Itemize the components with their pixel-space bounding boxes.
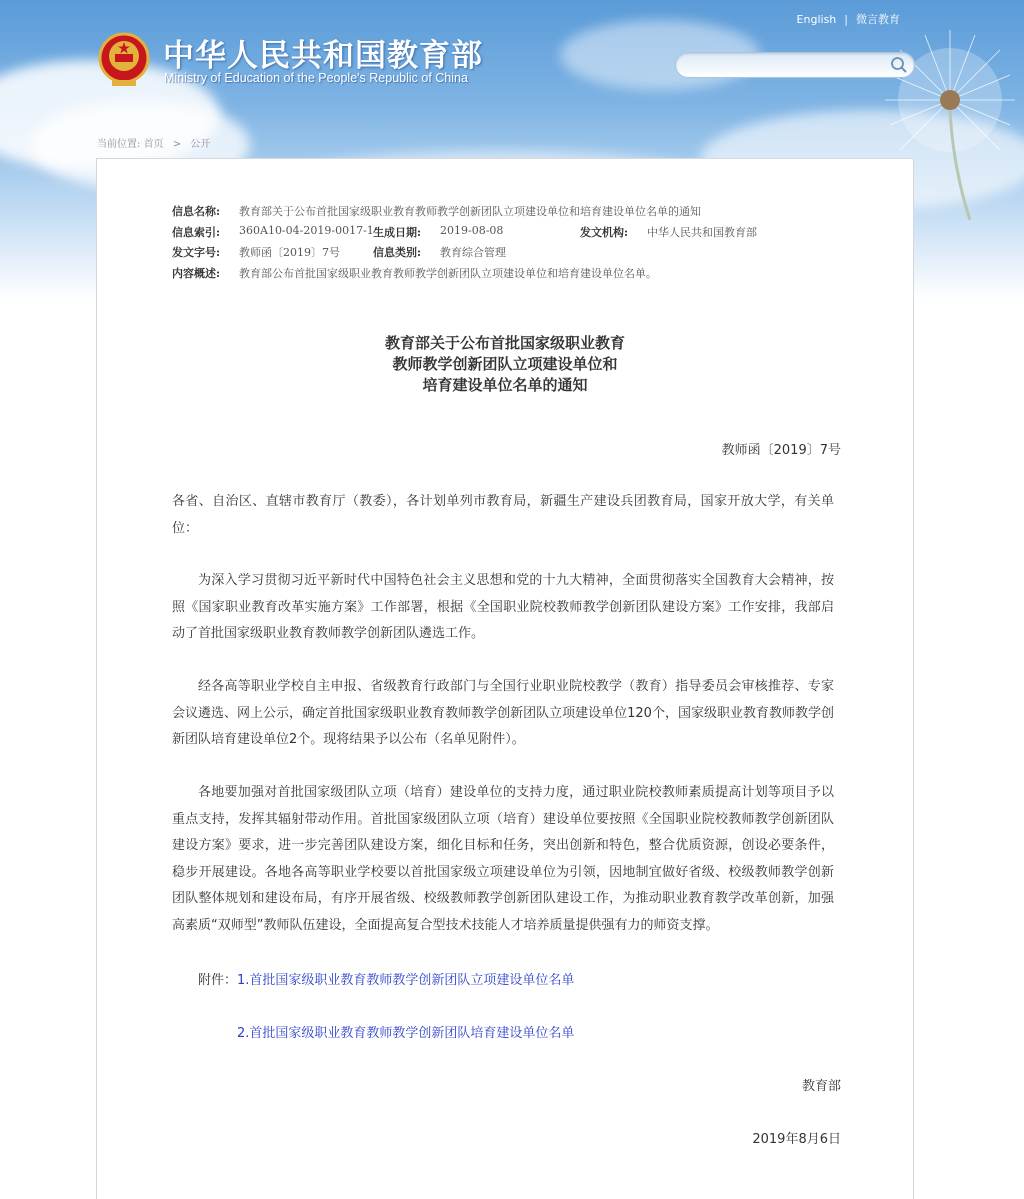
meta-summary-value: 教育部公布首批国家级职业教育教师教学创新团队立项建设单位和培育建设单位名单。 bbox=[239, 266, 657, 280]
attachment-2 bbox=[237, 1022, 574, 1041]
meta-row-docno bbox=[172, 244, 852, 265]
breadcrumb-home[interactable]: 首页 bbox=[143, 139, 164, 150]
meta-date-label: 生成日期: bbox=[373, 225, 422, 239]
document-number: 教师函〔2019〕7号 bbox=[721, 443, 841, 458]
attachment-2-link[interactable]: 首批国家级职业教育教师教学创新团队培育建设单位名单 bbox=[249, 1026, 575, 1041]
title-line: 培育建设单位名单的通知 bbox=[422, 376, 588, 394]
weiyan-link[interactable]: 微言教育 bbox=[856, 13, 900, 26]
title-line: 教育部关于公布首批国家级职业教育 bbox=[384, 334, 625, 352]
paragraph-2: 经各高等职业学校自主申报、省级教育行政部门与全国行业职业院校教学（教育）指导委员会审核推荐、专家会议遴选、网上公示，确定首批国家级职业教育教师教学创新团队立项建设单位120个，国家级职业教育教师教学创新团队培育建设单位2个。现将结果予以公布（名单见附件）。 bbox=[172, 679, 834, 747]
meta-docno-label: 发文字号: bbox=[172, 246, 221, 259]
breadcrumb-public[interactable]: 公开 bbox=[190, 139, 211, 150]
meta-row-name bbox=[172, 203, 852, 224]
meta-date-value: 2019-08-08 bbox=[440, 223, 504, 237]
meta-row-summary bbox=[172, 265, 852, 286]
title-line: 教师教学创新团队立项建设单位和 bbox=[392, 355, 618, 373]
national-emblem-icon bbox=[98, 30, 150, 88]
meta-org-label: 发文机构: bbox=[580, 225, 629, 239]
meta-docno-value: 教师函〔2019〕7号 bbox=[239, 246, 340, 259]
search-input[interactable] bbox=[686, 56, 890, 76]
meta-summary-label: 内容概述: bbox=[172, 266, 221, 280]
breadcrumb-separator: > bbox=[172, 139, 182, 150]
breadcrumb bbox=[97, 135, 210, 150]
signature-date: 2019年8月6日 bbox=[752, 1132, 841, 1147]
signature: 教育部 bbox=[801, 1079, 841, 1094]
addressee: 各省、自治区、直辖市教育厅（教委），各计划单列市教育局，新疆生产建设兵团教育局，国家开放大学，有关单位： bbox=[172, 494, 834, 536]
breadcrumb-label: 当前位置: bbox=[97, 139, 141, 150]
meta-name-value: 教育部关于公布首批国家级职业教育教师教学创新团队立项建设单位和培育建设单位名单的通知 bbox=[239, 205, 701, 218]
search-icon[interactable] bbox=[890, 56, 908, 74]
meta-category-label: 信息类别: bbox=[373, 246, 422, 259]
content-panel bbox=[96, 158, 914, 1199]
site-subtitle: Ministry of Education of the People's Republic of China bbox=[164, 71, 468, 85]
meta-index-label: 信息索引: bbox=[172, 225, 221, 239]
attachment-1-number[interactable]: 1. bbox=[237, 973, 250, 988]
attachment-1-link[interactable]: 首批国家级职业教育教师教学创新团队立项建设单位名单 bbox=[249, 973, 575, 988]
meta-org-value: 中华人民共和国教育部 bbox=[647, 225, 757, 239]
meta-category-value: 教育综合管理 bbox=[440, 246, 506, 259]
meta-name-label: 信息名称: bbox=[172, 205, 221, 218]
link-separator: | bbox=[844, 13, 848, 26]
document-title bbox=[97, 333, 913, 396]
top-links bbox=[797, 11, 900, 27]
attachment-1 bbox=[198, 969, 574, 988]
english-link[interactable]: English bbox=[796, 13, 837, 26]
info-metadata bbox=[172, 203, 852, 285]
site-title[interactable]: 中华人民共和国教育部 bbox=[163, 38, 483, 74]
meta-row-index bbox=[172, 224, 852, 245]
attachment-2-number[interactable]: 2. bbox=[237, 1026, 250, 1041]
paragraph-1: 为深入学习贯彻习近平新时代中国特色社会主义思想和党的十九大精神，全面贯彻落实全国教育大会精神，按照《国家职业教育改革实施方案》工作部署，根据《全国职业院校教师教学创新团队建设方案》工作安排，我部启动了首批国家级职业教育教师教学创新团队遴选工作。 bbox=[172, 573, 834, 641]
search-box bbox=[675, 52, 915, 78]
attachment-label: 附件： bbox=[198, 973, 238, 988]
paragraph-3: 各地要加强对首批国家级团队立项（培育）建设单位的支持力度，通过职业院校教师素质提高计划等项目予以重点支持，发挥其辐射带动作用。首批国家级团队立项（培育）建设单位要按照《全国职业院校教师教学创新团队建设方案》要求，进一步完善团队建设方案，细化目标和任务，突出创新和特色，整合优质资源，创设必要条件，稳步开展建设。各地各高等职业学校要以首批国家级立项建设单位为引领，因地制宜做好省级、校级教师教学创新团队整体规划和建设布局，有序开展省级、校级教师教学创新团队建设工作，为推动职业教育教学改革创新，加强高素质“双师型”教师队伍建设，全面提高复合型技术技能人才培养质量提供强有力的师资支撑。 bbox=[172, 785, 834, 933]
meta-index-value: 360A10-04-2019-0017-1 bbox=[239, 223, 374, 237]
